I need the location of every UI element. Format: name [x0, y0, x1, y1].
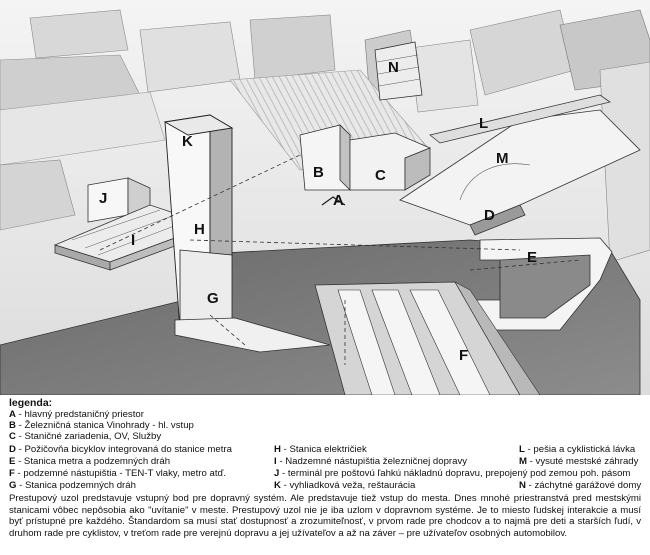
- legend-key: E: [9, 456, 16, 467]
- building-b-station-entrance: [300, 125, 350, 190]
- legend-title: legenda:: [9, 397, 53, 409]
- zone-label-b: B: [313, 164, 324, 181]
- description-paragraph: Prestupový uzol predstavuje vstupný bod pre dopravný systém. Ale predstavuje tiež vstup do mesta. Dnes mnohé priestranstvá pred mestskými stanicami vôbec nepôsobia ako "uvítanie" v meste. Prestupový uzol nie je iba uzlom v dopravnom systéme. Je to miesto ľudskej interakcie a musí byť prístupné pre každého. Štandardom sa musí stať dostupnosť a zrozumiteľnosť, v prvom rade pre chodcov a to najmä pre deti a starších ľudí, v druhom rade pre cyklistov, v treťom rade pre verejnú dopravu a jej užívateľov a až na záver – pre užívateľov osobných automobilov.: [9, 493, 641, 539]
- legend-key: C: [9, 431, 16, 442]
- zone-label-m: M: [496, 150, 509, 167]
- legend-text: - Stanica metra a podzemných dráh: [15, 456, 171, 467]
- legend-text: - záchytné garážové domy: [525, 480, 642, 491]
- legend-key: B: [9, 420, 16, 431]
- legend-text: - podzemné nástupištia - TEN-T vlaky, metro atď.: [14, 468, 227, 479]
- legend-item-k: [274, 480, 415, 491]
- legend-text: - vyhliadková veža, reštaurácia: [280, 480, 416, 491]
- legend-key: H: [274, 444, 281, 455]
- zone-label-f: F: [459, 347, 469, 364]
- legend-key: M: [519, 456, 527, 467]
- zone-label-g: G: [207, 290, 219, 307]
- zone-label-k: K: [182, 133, 193, 150]
- legend-key: F: [9, 468, 15, 479]
- legend-key: J: [274, 468, 280, 479]
- legend-key: K: [274, 480, 281, 491]
- legend-key: I: [274, 456, 277, 467]
- legend-key: N: [519, 480, 526, 491]
- legend-key: L: [519, 444, 525, 455]
- legend-item-g: [9, 480, 136, 491]
- legend-item-i: [274, 456, 467, 467]
- zone-label-j: J: [99, 190, 108, 207]
- zone-label-c: C: [375, 167, 386, 184]
- legend-text: - Stanica podzemných dráh: [16, 480, 136, 491]
- legend-text: - Nadzemné nástupištia železničnej dopravy: [276, 456, 468, 467]
- legend-item-h: [274, 444, 367, 455]
- zone-label-n: N: [388, 59, 399, 76]
- legend-key: D: [9, 444, 16, 455]
- legend-item-f: [9, 468, 226, 479]
- legend-item-l: [519, 444, 635, 455]
- legend-item-a: [9, 409, 144, 420]
- zone-label-i: I: [131, 232, 136, 249]
- legend-text: - terminál pre poštovú ľahkú nákladnú dopravu, prepojený pod zemou poh. pásom: [279, 468, 631, 479]
- legend-item-e: [9, 456, 170, 467]
- legend-key: A: [9, 409, 16, 420]
- zone-label-l: L: [479, 115, 489, 132]
- legend-item-c: [9, 431, 161, 442]
- zone-label-e: E: [527, 249, 538, 266]
- legend-item-b: [9, 420, 194, 431]
- zone-label-d: D: [484, 207, 495, 224]
- zone-label-a: A: [333, 192, 344, 209]
- legend-text: - Stanica električiek: [280, 444, 367, 455]
- legend-key: G: [9, 480, 17, 491]
- legend-text: - pešia a cyklistická lávka: [524, 444, 636, 455]
- legend-text: - vysuté mestské záhrady: [527, 456, 639, 467]
- zone-label-h: H: [194, 221, 205, 238]
- legend-text: - Požičovňa bicyklov integrovaná do stanice metra: [15, 444, 232, 455]
- legend-text: - Staničné zariadenia, OV, Služby: [15, 431, 162, 442]
- legend-item-m: [519, 456, 638, 467]
- legend-item-j: [274, 468, 630, 479]
- legend-item-d: [9, 444, 232, 455]
- legend-item-n: [519, 480, 641, 491]
- legend-text: - hlavný predstaničný priestor: [15, 409, 144, 420]
- legend-text: - Železničná stanica Vinohrady - hl. vstup: [15, 420, 194, 431]
